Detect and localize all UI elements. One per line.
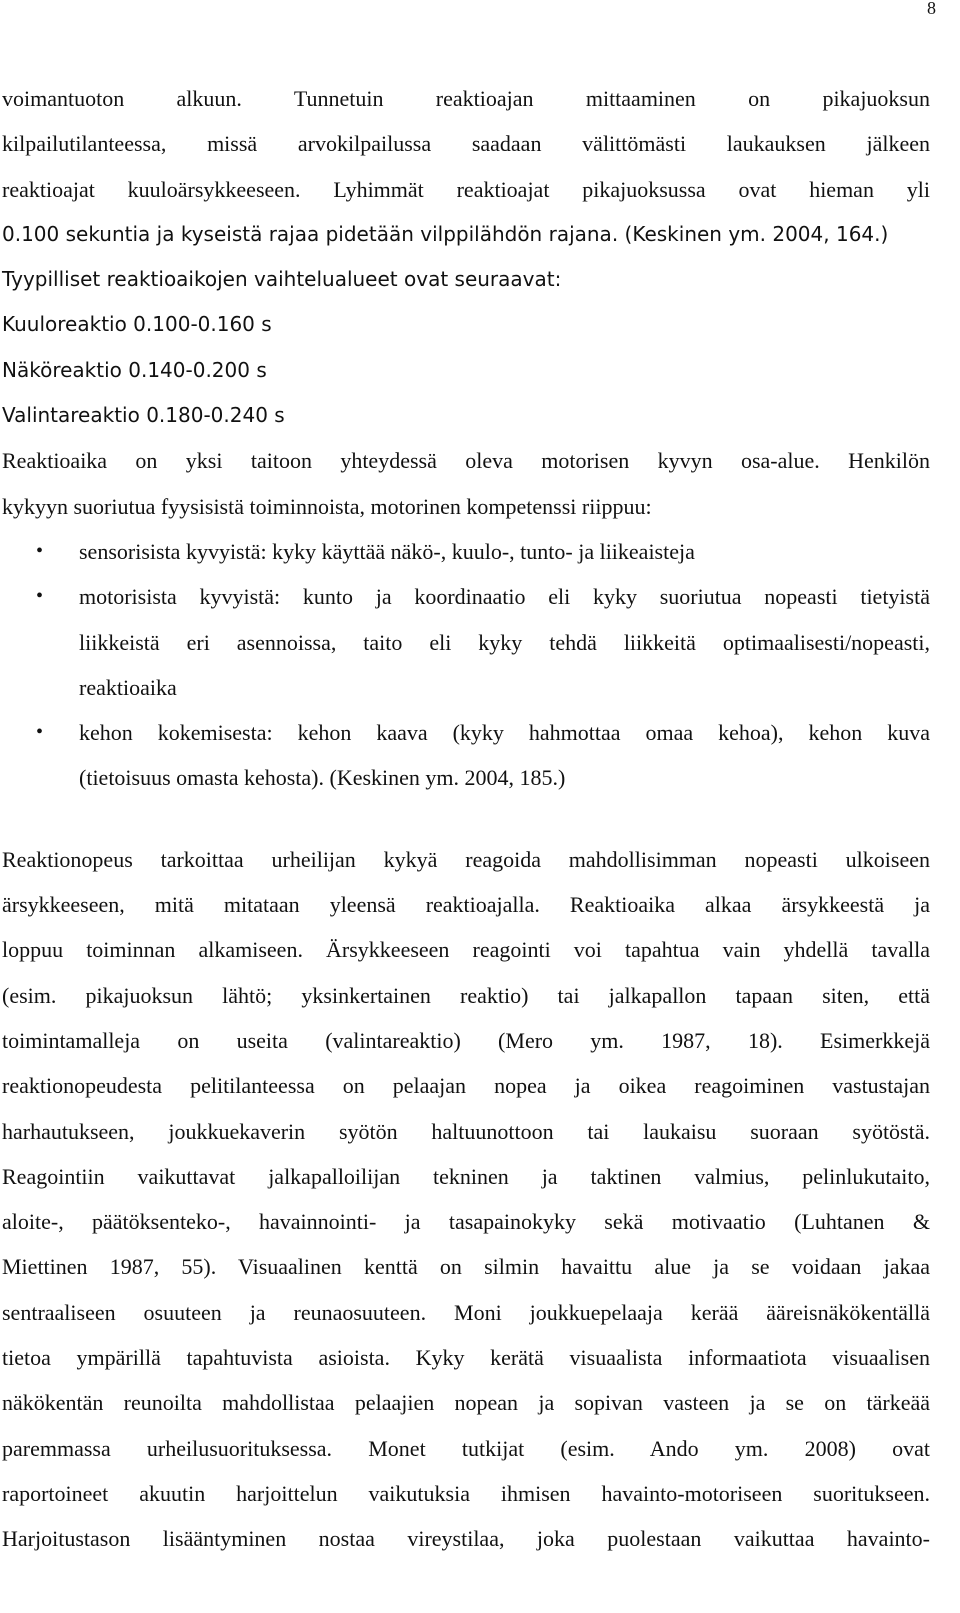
text-line: tietoa ympärillä tapahtuvista asioista. Kyky kerätä visuaalista informaatiota visuaalisen [2, 1345, 930, 1371]
text-line: (esim. pikajuoksun lähtö; yksinkertainen reaktio) tai jalkapallon tapaan siten, että [2, 982, 930, 1008]
bullet-icon: • [36, 585, 44, 608]
text-line: ärsykkeeseen, mitä mitataan yleensä reaktioajalla. Reaktioaika alkaa ärsykkeestä ja [2, 892, 930, 918]
body-text [2, 76, 930, 1562]
text-line: toimintamalleja on useita (valintareaktio) (Mero ym. 1987, 18). Esimerkkejä [2, 1027, 930, 1053]
page-number: 8 [927, 0, 936, 18]
bullet-icon: • [36, 539, 44, 562]
bullet-list [2, 529, 930, 801]
text-line: (tietoisuus omasta kehosta). (Keskinen ym. 2004, 185.) [79, 765, 566, 791]
text-line: reaktionopeudesta pelitilanteessa on pelaajan nopea ja oikea reagoiminen vastustajan [2, 1073, 930, 1099]
text-line: sensorisista kyvyistä: kyky käyttää näkö-, kuulo-, tunto- ja liikeaisteja [79, 538, 695, 564]
text-line: 0.100 sekuntia ja kyseistä rajaa pidetään vilppilähdön rajana. (Keskinen ym. 2004, 164.) [2, 221, 889, 246]
paragraph-2 [2, 438, 930, 529]
list-item [2, 710, 930, 801]
text-line: Reagointiin vaikuttavat jalkapalloilijan tekninen ja taktinen valmius, pelinlukutaito, [2, 1163, 930, 1189]
text-line: Miettinen 1987, 55). Visuaalinen kenttä on silmin havaittu alue ja se voidaan jakaa [2, 1254, 930, 1280]
text-line: harhautukseen, joukkuekaverin syötön haltuunottoon tai laukaisu suoraan syötöstä. [2, 1118, 930, 1144]
paragraph-3 [2, 837, 930, 1562]
ranges-intro: Tyypilliset reaktioaikojen vaihtelualueet ovat seuraavat: [2, 267, 562, 292]
text-line: motorisista kyvyistä: kunto ja koordinaatio eli kyky suoriutua nopeasti tietyistä [79, 584, 930, 610]
text-line: aloite-, päätöksenteko-, havainnointi- ja tasapainokyky sekä motivaatio (Luhtanen & [2, 1209, 930, 1235]
text-line: paremmassa urheilusuorituksessa. Monet tutkijat (esim. Ando ym. 2008) ovat [2, 1435, 930, 1461]
text-line: liikkeistä eri asennoissa, taito eli kyky tehdä liikkeitä optimaalisesti/nopeasti, [79, 629, 930, 655]
text-line: voimantuoton alkuun. Tunnetuin reaktioajan mittaaminen on pikajuoksun [2, 86, 930, 111]
text-line: sentraaliseen osuuteen ja reunaosuuteen. Moni joukkuepelaaja kerää ääreisnäkökentällä [2, 1299, 930, 1325]
text-line: Reaktioaika on yksi taitoon yhteydessä oleva motorisen kyvyn osa-alue. Henkilön [2, 448, 930, 474]
text-line: näkökentän reunoilta mahdollistaa pelaajien nopean ja sopivan vasteen ja se on tärkeää [2, 1390, 930, 1416]
paragraph-gap [2, 801, 930, 837]
text-line: reaktioaika [79, 674, 177, 700]
range-item: Kuuloreaktio 0.100-0.160 s [2, 312, 272, 337]
range-item: Näköreaktio 0.140-0.200 s [2, 357, 267, 382]
list-item [2, 529, 930, 574]
reaction-time-ranges [2, 257, 930, 438]
range-item: Valintareaktio 0.180-0.240 s [2, 403, 285, 428]
text-line: raportoineet akuutin harjoittelun vaikutuksia ihmisen havainto-motoriseen suoritukseen. [2, 1480, 930, 1506]
text-line: Harjoitustason lisääntyminen nostaa vireystilaa, joka puolestaan vaikuttaa havainto- [2, 1526, 930, 1552]
bullet-icon: • [36, 721, 44, 744]
text-line: Reaktionopeus tarkoittaa urheilijan kykyä reagoida mahdollisimman nopeasti ulkoiseen [2, 846, 930, 872]
list-item [2, 574, 930, 710]
text-line: kehon kokemisesta: kehon kaava (kyky hahmottaa omaa kehoa), kehon kuva [79, 720, 930, 746]
text-line: loppuu toiminnan alkamiseen. Ärsykkeeseen reagointi voi tapahtua vain yhdellä tavalla [2, 937, 930, 963]
text-line: kilpailutilanteessa, missä arvokilpailussa saadaan välittömästi laukauksen jälkeen [2, 131, 930, 157]
text-line: reaktioajat kuuloärsykkeeseen. Lyhimmät reaktioajat pikajuoksussa ovat hieman yli [2, 176, 930, 202]
paragraph-1 [2, 76, 930, 257]
text-line: kykyyn suoriutua fyysisistä toiminnoista, motorinen kompetenssi riippuu: [2, 493, 652, 519]
